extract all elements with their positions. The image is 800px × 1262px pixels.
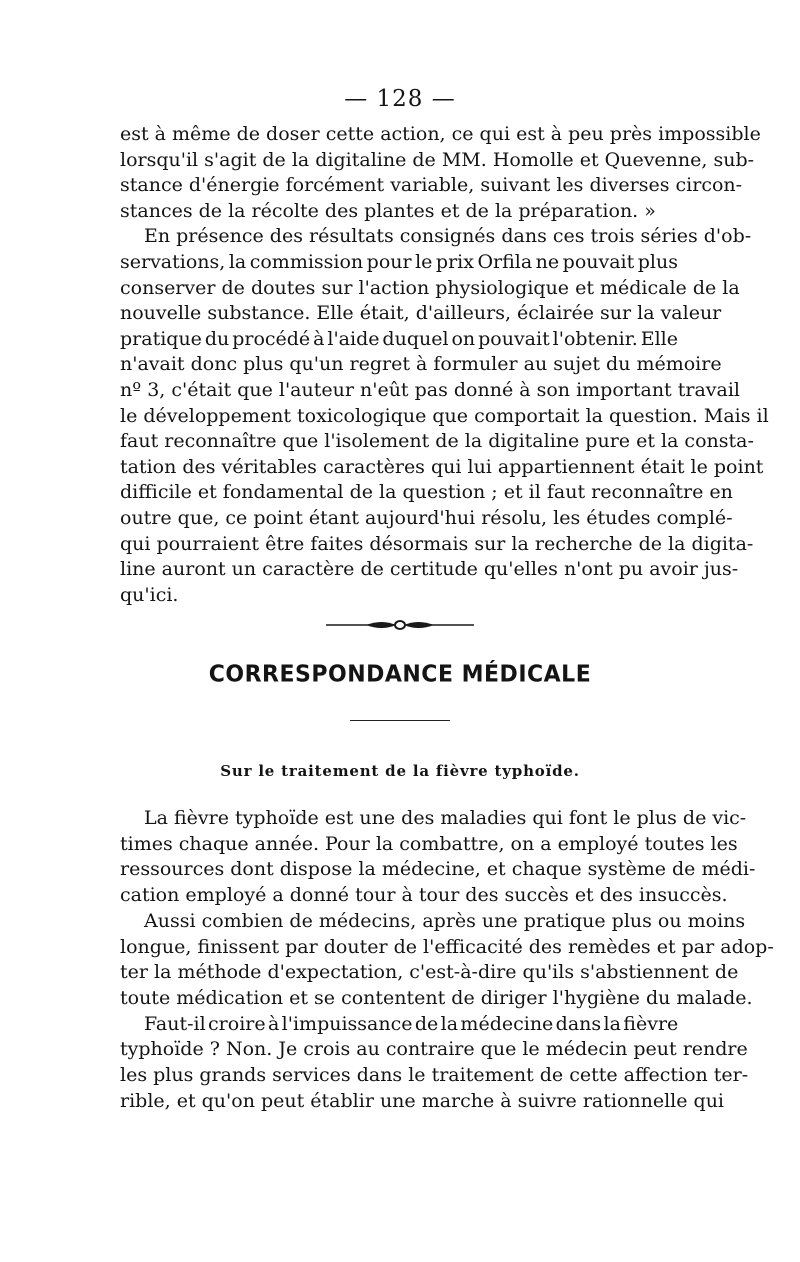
text-line: times chaque année. Pour la combattre, on a employé toutes les — [120, 832, 738, 855]
text-line: outre que, ce point étant aujourd'hui résolu, les études complé- — [120, 506, 733, 529]
text-line: lorsqu'il s'agit de la digitaline de MM. Homolle et Quevenne, sub- — [120, 148, 755, 171]
paragraph-intro — [120, 806, 756, 909]
text-line: Faut-il croire à l'impuissance de la médecine dans la fièvre — [144, 1012, 679, 1035]
section-title: CORRESPONDANCE MÉDICALE — [208, 661, 592, 688]
text-line: le développement toxicologique que comportait la question. Mais il — [120, 404, 769, 427]
text-line: ter la méthode d'expectation, c'est-à-dire qu'ils s'abstiennent de — [120, 961, 739, 984]
paragraph-quote-end — [120, 122, 761, 224]
text-line: nouvelle substance. Elle était, d'ailleurs, éclairée sur la valeur — [120, 302, 722, 325]
text-block-top — [120, 122, 769, 608]
page-number: — 128 — — [344, 86, 456, 112]
text-line: line auront un caractère de certitude qu'elles n'ont pu avoir jus- — [120, 558, 739, 581]
text-line: qui pourraient être faites désormais sur la recherche de la digita- — [120, 532, 754, 555]
text-line: stance d'énergie forcément variable, suivant les diverses circon- — [120, 174, 743, 197]
text-line: toute médication et se contentent de diriger l'hygiène du malade. — [120, 986, 753, 1009]
text-line: n'avait donc plus qu'un regret à formuler au sujet du mémoire — [120, 353, 722, 376]
ornament-divider — [326, 618, 474, 632]
text-line: stances de la récolte des plantes et de la préparation. » — [120, 199, 656, 222]
text-line: conserver de doutes sur l'action physiologique et médicale de la — [120, 276, 740, 299]
text-line: servations, la commission pour le prix Orfila ne pouvait plus — [120, 250, 678, 273]
text-line: cation employé a donné tour à tour des succès et des insuccès. — [120, 884, 728, 907]
text-line: longue, finissent par douter de l'efficacité des remèdes et par adop- — [120, 935, 774, 958]
text-line: ressources dont dispose la médecine, et chaque système de médi- — [120, 858, 756, 881]
paragraph-doctors — [120, 909, 774, 1012]
text-line: difficile et fondamental de la question ; et il faut reconnaître en — [120, 481, 733, 504]
text-line: faut reconnaître que l'isolement de la digitaline pure et la consta- — [120, 430, 754, 453]
divider-rule — [350, 720, 450, 721]
paragraph-commission — [120, 224, 769, 608]
text-line: typhoïde ? Non. Je crois au contraire que le médecin peut rendre — [120, 1038, 748, 1061]
text-line: pratique du procédé à l'aide duquel on pouvait l'obtenir. Elle — [120, 327, 678, 350]
paragraph-question — [120, 1012, 749, 1115]
text-line: nº 3, c'était que l'auteur n'eût pas donné à son important travail — [120, 378, 740, 401]
text-line: rible, et qu'on peut établir une marche à suivre rationnelle qui — [120, 1089, 725, 1112]
text-line: les plus grands services dans le traitement de cette affection ter- — [120, 1064, 749, 1087]
text-block-bottom — [120, 806, 774, 1114]
article-subtitle: Sur le traitement de la fièvre typhoïde. — [220, 762, 580, 780]
text-line: Aussi combien de médecins, après une pratique plus ou moins — [144, 909, 746, 932]
text-line: La fièvre typhoïde est une des maladies qui font le plus de vic- — [144, 807, 747, 829]
text-line: tation des véritables caractères qui lui appartiennent était le point — [120, 455, 764, 478]
text-line: qu'ici. — [120, 583, 179, 606]
text-line: est à même de doser cette action, ce qui est à peu près impossible — [120, 123, 761, 145]
text-line: En présence des résultats consignés dans ces trois séries d'ob- — [144, 225, 752, 248]
